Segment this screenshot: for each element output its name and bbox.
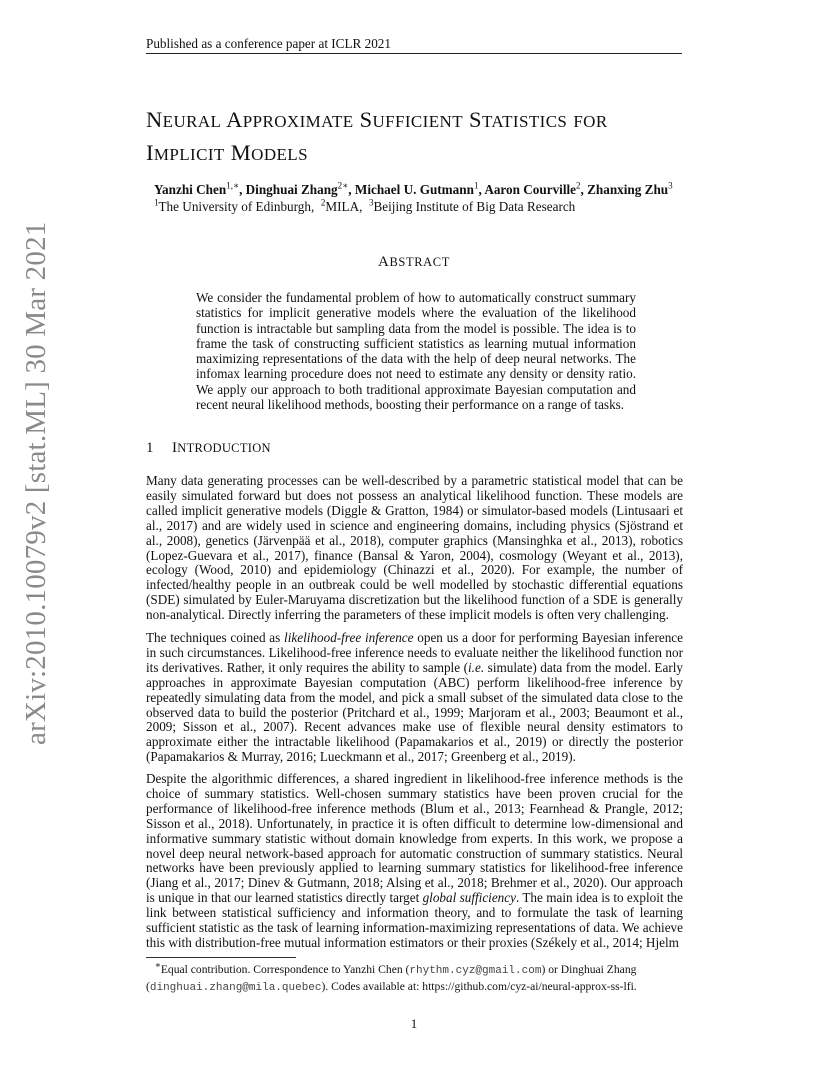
text-run: open us a door for performing Bayesian inference in such circumstances. Likelihood-free inference needs to evaluate neither the likelihood function nor its derivatives. Rather, it only requires the ability to sample ( (146, 630, 683, 675)
title-cap: S (469, 107, 482, 132)
author-sep: , (348, 182, 352, 197)
author-sep: , (239, 182, 243, 197)
text-run: The techniques coined as (146, 630, 285, 645)
heading-cap: A (378, 254, 390, 270)
text-run: Despite the algorithmic differences, a shared ingredient in likelihood-free inference methods is the choice of summary statistics. Well-chosen summary statistics have been proven crucial for the performance of likelihood-free inference methods (Blum et al., 2013; Fearnhead & Prangle, 2012; Sisson et al., 2018). Unfortunately, in practice it is often difficult to determine low-dimensional and informative summary statistic without domain knowledge from experts. In this work, we propose a novel deep neural network-based approach for automatic construction of summary statistics. Neural networks have been previously applied to learning summary statistics for likelihood-free inference (Jiang et al., 2017; Dinev & Gutmann, 2018; Alsing et al., 2018; Brehmer et al., 2020). Our approach is unique in that our learned statistics directly target (146, 771, 683, 906)
running-header: Published as a conference paper at ICLR 2021 (146, 36, 391, 51)
affil-sup: 2 (320, 197, 326, 208)
author-name: Dinghuai Zhang (245, 182, 338, 197)
email-link[interactable]: rhythm.cyz@gmail.com (409, 965, 542, 977)
header-rule (146, 53, 682, 54)
section-number: 1 (146, 440, 154, 456)
author-sup: 2∗ (337, 180, 349, 191)
text-run: Equal contribution. Correspondence to Yanzhi Chen ( (160, 963, 410, 976)
title-word: TATISTICS (481, 112, 568, 131)
emphasis: likelihood-free inference (284, 630, 414, 645)
author-name: Zhanxing Zhu (587, 182, 669, 197)
affil-sup: 3 (368, 197, 374, 208)
paper-title (146, 104, 706, 170)
title-word: PPROXIMATE (242, 112, 354, 131)
text-run: . The main idea is to exploit the link between statistical sufficiency and information theory, and to formulate the task of learning sufficient statistic as the task of learning information-maximizing representations of data. We achieve this with distribution-free mutual information estimators or their proxies (Székely et al., 2014; Hjelm (146, 890, 683, 950)
text-run: simulate) data from the model. Early approaches in approximate Bayesian computation (ABC) perform likelihood-free inference by repeatedly simulating data from the model, and pick a small subset of the simulated data close to the observed data to build the posterior (Pritchard et al., 1999; Marjoram et al., 2003; Beaumont et al., 2009; Sisson et al., 2007). Recent advances make use of flexible neural density estimators to approximate either the intractable likelihood (Papamakarios et al., 2019) or directly the posterior (Papamakarios & Murray, 2016; Lueckmann et al., 2017; Greenberg et al., 2019). (146, 659, 683, 765)
heading-rest: BSTRACT (389, 255, 450, 269)
title-cap: A (226, 107, 243, 132)
abstract-text: We consider the fundamental problem of how to automatically construct summary statistics for implicit generative models where the evaluation of the likelihood function is intractable but sampling data from the model is possible. The idea is to frame the task of constructing sufficient statistics as learning mutual information maximizing representations of the data with the help of deep neural networks. The infomax learning procedure does not need to estimate any density or density ratio. We apply our approach to both traditional approximate Bayesian computation and recent neural likelihood methods, boosting their performance on a range of tasks. (196, 290, 636, 413)
affiliations (154, 198, 714, 215)
email-link[interactable]: dinghuai.zhang@mila.quebec (149, 982, 322, 994)
arxiv-stamp: arXiv:2010.10079v2 [stat.ML] 30 Mar 2021 (20, 221, 52, 745)
author-name: Michael U. Gutmann (354, 182, 474, 197)
page-number: 1 (410, 1016, 418, 1031)
paragraph: Many data generating processes can be well-described by a parametric statistical model that can be easily simulated forward but does not possess an analytical likelihood function. These models are called implicit generative models (Diggle & Gratton, 1984) or simulator-based models (Lintusaari et al., 2017) and are widely used in science and engineering domains, including physics (Sjöstrand et al., 2008), genetics (Järvenpää et al., 2018), computer graphics (Mansinghka et al., 2013), robotics (Lopez-Guevara et al., 2017), finance (Bansal & Yaron, 2004), cosmology (Weyant et al., 2013), ecology (Wood, 2010) and epidemiology (Chinazzi et al., 2020). For example, the number of infected/healthy people in an outbreak could be well modelled by stochastic differential equations (SDE) simulated by Euler-Maruyama discretization but the likelihood function of a SDE is generally non-analytical. Directly inferring the parameters of these implicit models is often very challenging. (146, 473, 683, 623)
title-cap: I (146, 140, 154, 165)
title-cap: M (230, 140, 252, 165)
author-sup: 3 (668, 180, 673, 191)
text-run: ). Codes available at: https://github.com/cyz-ai/neural-approx-ss-lfi. (321, 980, 637, 993)
abstract-heading (0, 254, 828, 271)
heading-rest: NTRODUCTION (177, 441, 271, 455)
author-sup: 1 (473, 180, 479, 191)
author-sup: 1,∗ (226, 180, 240, 191)
author-sup: 2 (576, 180, 581, 191)
title-cap: N (146, 107, 163, 132)
affiliation: Beijing Institute of Big Data Research (373, 199, 576, 214)
title-cap: S (359, 107, 373, 132)
title-word: EURAL (162, 112, 222, 131)
title-word: MPLICIT (153, 145, 225, 164)
section-heading (146, 440, 271, 457)
emphasis: global sufficiency (422, 890, 516, 906)
affiliation: The University of Edinburgh, (158, 199, 315, 214)
author-name: Yanzhi Chen (154, 182, 227, 197)
footnote-rule (146, 957, 296, 958)
footnote (146, 962, 686, 996)
heading-cap: I (172, 440, 178, 456)
footnote-mark: ∗ (154, 960, 161, 971)
author-name: Aaron Courville (484, 182, 577, 197)
title-word: UFFICIENT (372, 112, 463, 131)
text-run: ) or Dinghuai Zhang ( (146, 963, 637, 993)
affiliation: MILA, (325, 199, 363, 214)
author-sep: , (478, 182, 482, 197)
paragraph (146, 631, 683, 765)
author-sep: , (580, 182, 584, 197)
author-list (154, 181, 714, 198)
title-word: ODELS (251, 145, 308, 164)
title-word: FOR (573, 112, 608, 131)
affil-sup: 1 (154, 197, 159, 208)
emphasis: i.e. (468, 659, 485, 675)
paragraph (146, 772, 683, 951)
